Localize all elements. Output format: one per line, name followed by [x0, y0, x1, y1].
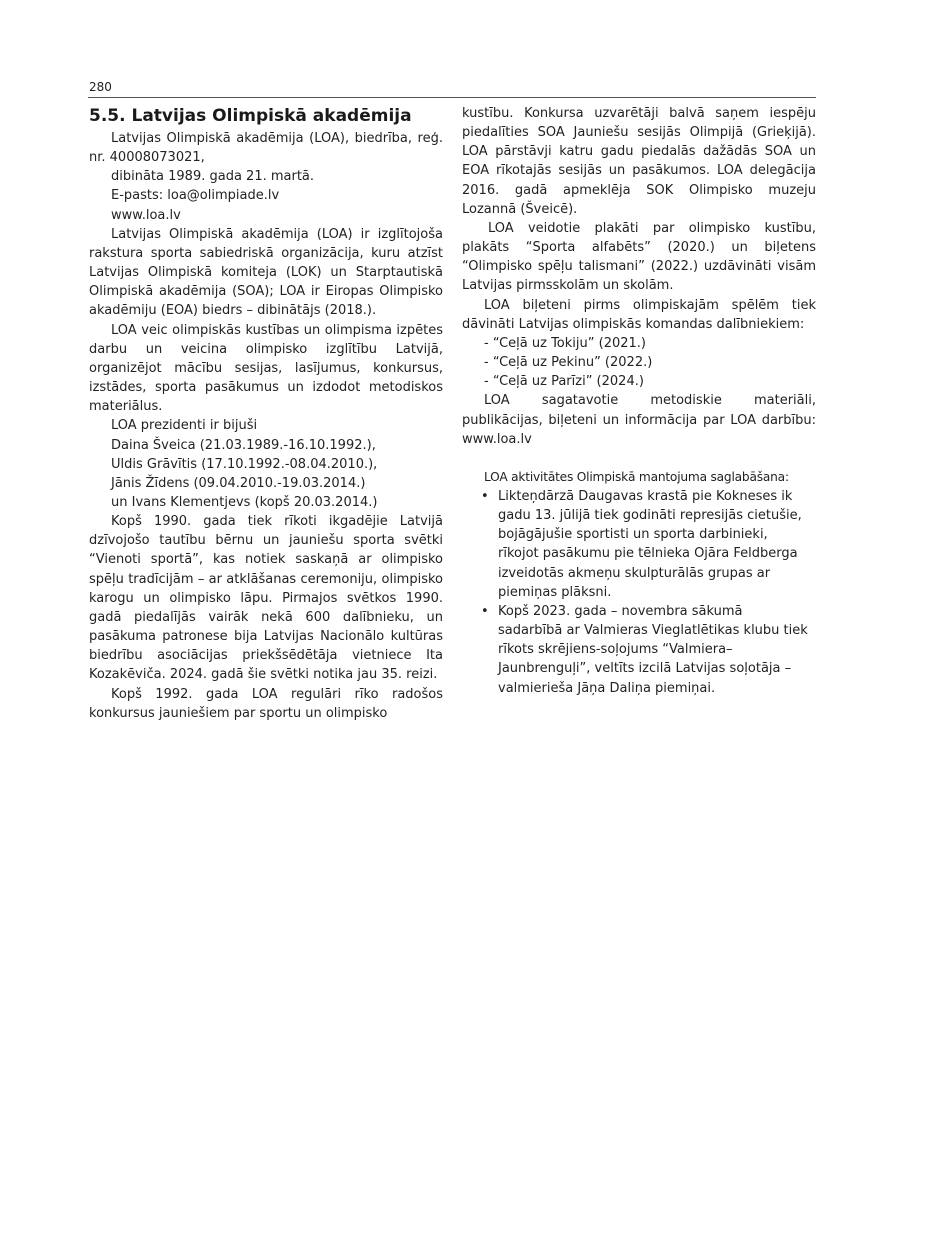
president-line: un Ivans Klementjevs (kopš 20.03.2014.) [111, 494, 378, 510]
founded-line: dibināta 1989. gada 21. martā. [111, 169, 315, 185]
bulletin-item: - “Ceļā uz Parīzi” (2024.) [484, 374, 644, 390]
bulletin-item: - “Ceļā uz Pekinu” (2022.) [484, 355, 653, 371]
heritage-title: LOA aktivitātes Olimpiskā mantojuma saglabāšana: [484, 469, 789, 484]
president-line: Jānis Žīdens (09.04.2010.-19.03.2014.) [111, 475, 366, 491]
sports-festival-paragraph: Kopš 1990. gada tiek rīkoti ikgadējie Latvijā dzīvojošo tautību bērnu un jauniešu sporta svētki “Vienoti sportā”, kas notiek saskaņā ar olimpisko spēļu tradīcijām – ar atklāšanas ceremoniju, olimpisko karogu un olimpisko lāpu. Pirmajos svētkos 1990. gadā piedalījās vairāk nekā 600 dalībnieku, un pasākuma patronese bija Latvijas Nacionālo kultūras biedrību asociācijas priekšsēdētāja vietniece Ita Kozakēviča. 2024. gadā šie svētki notika jau 35. reizi. [89, 514, 443, 683]
bulletin-item: - “Ceļā uz Tokiju” (2021.) [484, 335, 646, 351]
intro-paragraph: Latvijas Olimpiskā akadēmija (LOA), biedrība, reģ. nr. 40008073021, [89, 131, 443, 166]
paragraph-gap [462, 449, 816, 468]
right-column [462, 104, 816, 698]
section-title: 5.5. Latvijas Olimpiskā akadēmija [89, 106, 412, 126]
president-line: Uldis Grāvītis (17.10.1992.-08.04.2010.), [111, 456, 378, 472]
activities-paragraph: LOA veic olimpiskās kustības un olimpisma izpētes darbu un veicina olimpisko izglītību Latvijā, organizējot mācību sesijas, lasījumus, konkursus, izstādes, sporta pasākumus un izdodot metodiskos materiālus. [89, 322, 443, 415]
heritage-item: • Likteņdārzā Daugavas krastā pie Kokneses ik gadu 13. jūlijā tiek godināti represijās cietušie, bojāgājušie sportisti un sporta darbinieki, rīkojot pasākumu pie tēlnieka Ojāra Feldberga izveidotās akmeņu skulpturālās grupas ar piemiņas plāksni. [498, 487, 816, 602]
left-column [89, 104, 443, 723]
posters-paragraph: LOA veidotie plakāti par olimpisko kustību, plakāts “Sporta alfabēts” (2020.) un biļetens “Olimpisko spēļu talismani” (2022.) uzdāvināti visām Latvijas pirmsskolām un skolām. [462, 220, 816, 294]
heritage-item: • Kopš 2023. gada – novembra sākumā sadarbībā ar Valmieras Vieglatlētikas klubu tiek rīkots skrējiens-soļojums “Valmiera–Jaunbrenguļi”, veltīts izcilā Latvijas soļotāja – valmierieša Jāņa Daliņa piemiņai. [498, 602, 816, 698]
header-rule [88, 97, 816, 98]
president-line: Daina Šveica (21.03.1989.-16.10.1992.), [111, 437, 376, 453]
materials-paragraph: LOA sagatavotie metodiskie materiāli, publikācijas, biļeteni un informācija par LOA darbību: www.loa.lv [462, 393, 816, 447]
bulletins-paragraph: LOA biļeteni pirms olimpiskajām spēlēm tiek dāvināti Latvijas olimpiskās komandas dalībniekiem: [462, 297, 816, 332]
presidents-title: LOA prezidenti ir bijuši [111, 418, 258, 434]
page-number: 280 [89, 80, 112, 94]
heritage-list [462, 487, 816, 698]
contests-continued-paragraph: kustību. Konkursa uzvarētāji balvā saņem iespēju piedalīties SOA Jauniešu sesijās Olimpijā (Grieķijā). LOA pārstāvji katru gadu piedalās dažādās SOA un EOA rīkotajās sesijās un pasākumos. LOA delegācija 2016. gadā apmeklēja SOK Olimpisko muzeju Lozannā (Šveicē). [462, 106, 816, 217]
contests-paragraph: Kopš 1992. gada LOA regulāri rīko radošos konkursus jauniešiem par sportu un olimpisko [89, 686, 443, 721]
description-paragraph: Latvijas Olimpiskā akadēmija (LOA) ir izglītojoša rakstura sporta sabiedriskā organizācija, kuru atzīst Latvijas Olimpiskā komiteja (LOK) un Starptautiskā Olimpiskā akadēmija (SOA); LOA ir Eiropas Olimpisko akadēmiju (EOA) biedrs – dibinātājs (2018.). [89, 226, 443, 319]
email-line: E-pasts: loa@olimpiade.lv [111, 188, 280, 204]
web-line: www.loa.lv [111, 207, 181, 223]
